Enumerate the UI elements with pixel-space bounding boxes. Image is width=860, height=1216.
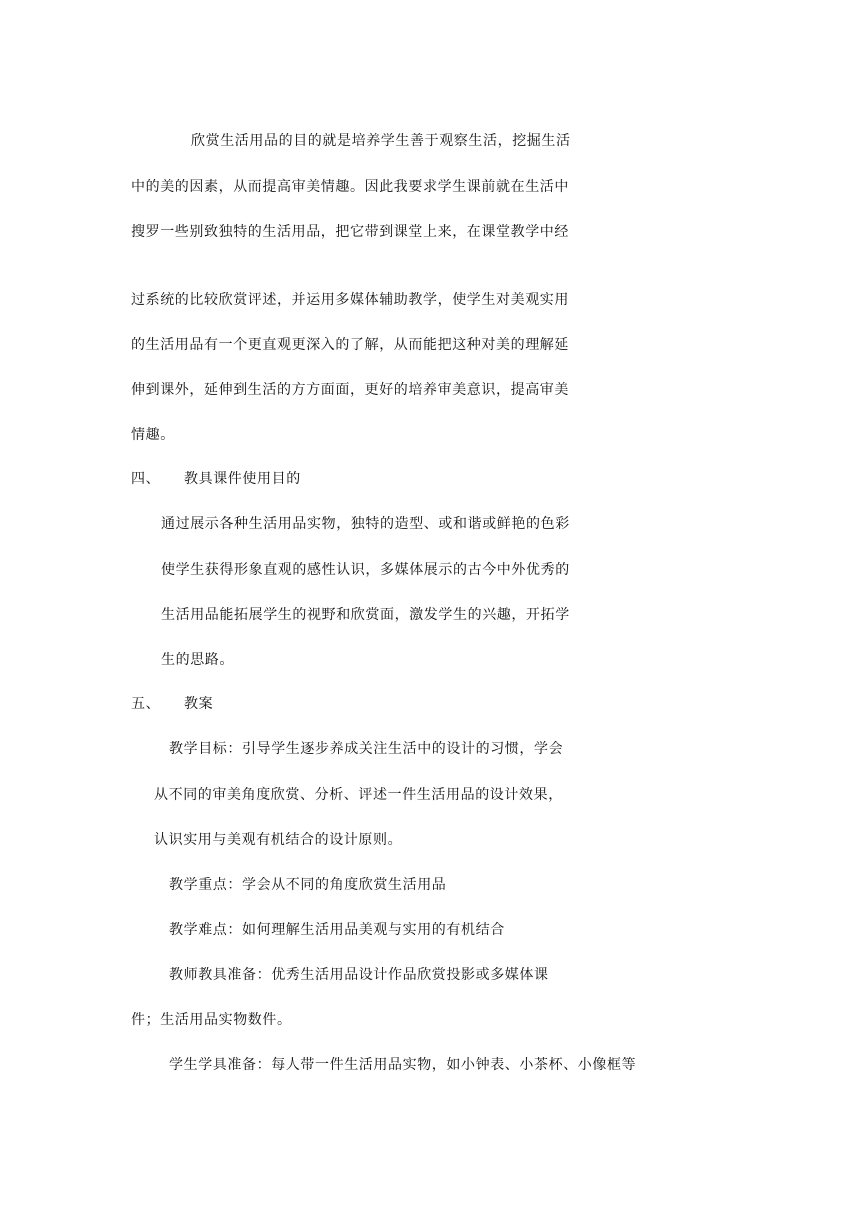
section-title: 教案	[184, 696, 214, 712]
section-body-line: 使学生获得形象直观的感性认识，多媒体展示的古今中外优秀的	[161, 562, 570, 578]
paragraph-line: 伸到课外，延伸到生活的方方面面，更好的培养审美意识，提高审美	[131, 382, 569, 398]
section-number: 五、	[131, 696, 161, 712]
section-body-line: 生活用品能拓展学生的视野和欣赏面，激发学生的兴趣，开拓学	[161, 607, 570, 623]
difficulty-line: 教学难点：如何理解生活用品美观与实用的有机结合	[169, 922, 505, 938]
paragraph-line: 搜罗一些别致独特的生活用品，把它带到课堂上来，在课堂教学中经	[131, 224, 569, 240]
paragraph-line: 的生活用品有一个更直观更深入的了解，从而能把这种对美的理解延	[131, 337, 569, 353]
objective-line: 从不同的审美角度欣赏、分析、评述一件生活用品的设计效果，	[154, 787, 563, 803]
section-body-line: 生的思路。	[161, 652, 234, 668]
section-number: 四、	[131, 471, 161, 487]
objective-line: 教学目标：引导学生逐步养成关注生活中的设计的习惯，学会	[169, 741, 564, 757]
section-body-line: 通过展示各种生活用品实物，独特的造型、或和谐或鲜艳的色彩	[161, 516, 570, 532]
paragraph-line: 过系统的比较欣赏评述，并运用多媒体辅助教学，使学生对美观实用	[131, 292, 569, 308]
teacher-prep-line: 教师教具准备：优秀生活用品设计作品欣赏投影或多媒体课	[169, 967, 549, 983]
objective-line: 认识实用与美观有机结合的设计原则。	[154, 832, 403, 848]
student-prep-line: 学生学具准备：每人带一件生活用品实物，如小钟表、小茶杯、小像框等	[169, 1057, 637, 1073]
section-title: 教具课件使用目的	[184, 471, 301, 487]
paragraph-line: 情趣。	[131, 427, 175, 443]
paragraph-line: 中的美的因素，从而提高审美情趣。因此我要求学生课前就在生活中	[131, 179, 569, 195]
key-point-line: 教学重点：学会从不同的角度欣赏生活用品	[169, 877, 447, 893]
teacher-prep-line: 件；生活用品实物数件。	[131, 1012, 292, 1028]
paragraph-line: 欣赏生活用品的目的就是培养学生善于观察生活，挖掘生活	[191, 133, 571, 149]
